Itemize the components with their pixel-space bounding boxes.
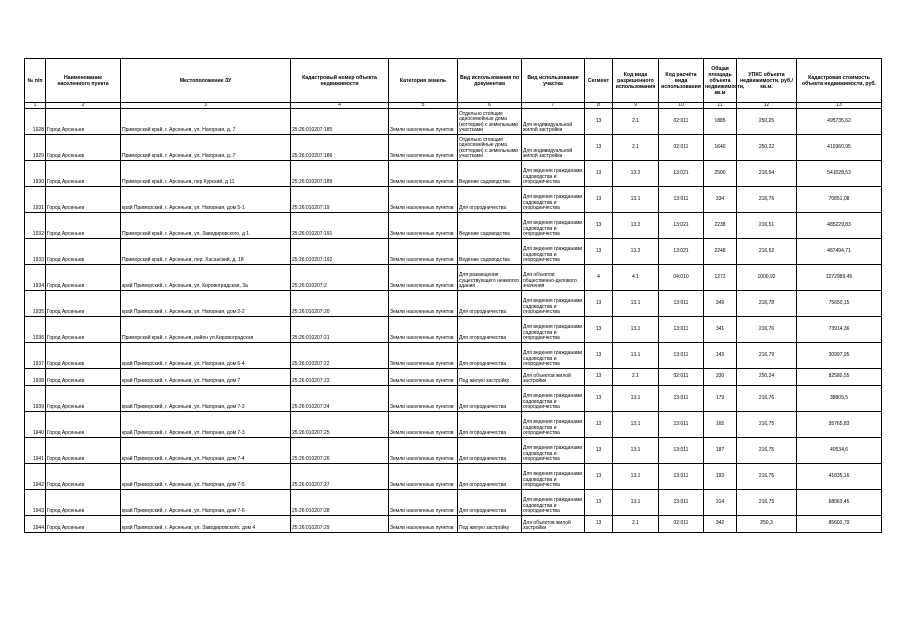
land-category: Земли населенных пунктов bbox=[389, 135, 458, 161]
table-row bbox=[25, 412, 882, 438]
cadastral-number: 25:26:010207:185 bbox=[291, 109, 389, 135]
column-number: 13 bbox=[797, 103, 882, 109]
land-category: Земли населенных пунктов bbox=[389, 438, 458, 464]
cadastral-cost: 85603,79 bbox=[797, 516, 882, 533]
land-category: Земли населенных пунктов bbox=[389, 369, 458, 386]
land-location: край Приморский, г. Арсеньев, ул. Заводировского, дом 4 bbox=[121, 516, 291, 533]
land-location: Приморский край, г. Арсеньев, ул. Нагорная, д. 7 bbox=[121, 109, 291, 135]
column-number: 1 bbox=[25, 103, 46, 109]
column-number: 12 bbox=[737, 103, 797, 109]
upks-value: 216,76 bbox=[737, 187, 797, 213]
plot-use: Для ведения гражданами садоводства и огородничества bbox=[522, 386, 585, 412]
plot-use: Для индивидуальной жилой застройки bbox=[522, 109, 585, 135]
permitted-use-code: 13.2 bbox=[613, 213, 659, 239]
use-by-documents: Для огородничества bbox=[458, 317, 522, 343]
total-area: 349 bbox=[704, 291, 737, 317]
land-category: Земли населенных пунктов bbox=[389, 516, 458, 533]
upks-value: 216,76 bbox=[737, 464, 797, 490]
cadastral-cost: 541028,53 bbox=[797, 161, 882, 187]
permitted-use-code: 13.1 bbox=[613, 187, 659, 213]
upks-value: 250,25 bbox=[737, 109, 797, 135]
total-area: 1885 bbox=[704, 109, 737, 135]
plot-use: Для ведения гражданами садоводства и огородничества bbox=[522, 438, 585, 464]
column-number: 9 bbox=[613, 103, 659, 109]
calculation-code: 13:011 bbox=[659, 438, 704, 464]
row-number: 1936 bbox=[25, 317, 46, 343]
segment: 13 bbox=[585, 369, 613, 386]
plot-use: Для ведения гражданами садоводства и огородничества bbox=[522, 291, 585, 317]
cadastral-cost: 1272989,45 bbox=[797, 265, 882, 291]
cadastral-number: 25:26:010207:21 bbox=[291, 317, 389, 343]
cadastral-cost: 30997,95 bbox=[797, 343, 882, 369]
table-row bbox=[25, 464, 882, 490]
segment: 13 bbox=[585, 135, 613, 161]
row-number: 1937 bbox=[25, 343, 46, 369]
permitted-use-code: 13.1 bbox=[613, 464, 659, 490]
permitted-use-code: 13.1 bbox=[613, 291, 659, 317]
upks-value: 216,51 bbox=[737, 213, 797, 239]
column-header: УПКС объекта недвижимости, руб./кв.м. bbox=[737, 59, 797, 103]
land-location: край Приморский, г. Арсеньев, ул. Нагорная, дом 7-6 bbox=[121, 490, 291, 516]
cadastral-cost: 410360,95 bbox=[797, 135, 882, 161]
upks-value: 1000,92 bbox=[737, 265, 797, 291]
calculation-code: 02:011 bbox=[659, 135, 704, 161]
cadastral-cost: 495735,62 bbox=[797, 109, 882, 135]
land-location: Приморский край, г. Арсеньев, ул. Нагорная, д. 7 bbox=[121, 135, 291, 161]
row-number: 1928 bbox=[25, 109, 46, 135]
segment: 13 bbox=[585, 412, 613, 438]
segment: 13 bbox=[585, 239, 613, 265]
total-area: 193 bbox=[704, 464, 737, 490]
table-row bbox=[25, 490, 882, 516]
land-category: Земли населенных пунктов bbox=[389, 239, 458, 265]
column-number: 6 bbox=[458, 103, 522, 109]
total-area: 143 bbox=[704, 343, 737, 369]
column-header: Код расчёта вида использования bbox=[659, 59, 704, 103]
segment: 13 bbox=[585, 386, 613, 412]
calculation-code: 13:011 bbox=[659, 412, 704, 438]
total-area: 2238 bbox=[704, 213, 737, 239]
use-by-documents: Ведение садоводства bbox=[458, 239, 522, 265]
total-area: 2500 bbox=[704, 161, 737, 187]
town-name: Город Арсеньев bbox=[46, 343, 121, 369]
row-number: 1939 bbox=[25, 386, 46, 412]
column-number: 4 bbox=[291, 103, 389, 109]
column-header: Кадастровая стоимость объекта недвижимости, руб. bbox=[797, 59, 882, 103]
land-category: Земли населенных пунктов bbox=[389, 412, 458, 438]
cadastral-cost: 38809,5 bbox=[797, 386, 882, 412]
plot-use: Для объектов жилой застройки bbox=[522, 369, 585, 386]
row-number: 1935 bbox=[25, 291, 46, 317]
total-area: 330 bbox=[704, 369, 737, 386]
land-category: Земли населенных пунктов bbox=[389, 187, 458, 213]
land-category: Земли населенных пунктов bbox=[389, 386, 458, 412]
town-name: Город Арсеньев bbox=[46, 438, 121, 464]
town-name: Город Арсеньев bbox=[46, 187, 121, 213]
calculation-code: 13:011 bbox=[659, 291, 704, 317]
use-by-documents: Под жилую застройку bbox=[458, 369, 522, 386]
upks-value: 216,76 bbox=[737, 317, 797, 343]
column-number: 5 bbox=[389, 103, 458, 109]
upks-value: 216,78 bbox=[737, 291, 797, 317]
table-row bbox=[25, 343, 882, 369]
cadastral-cost: 485229,83 bbox=[797, 213, 882, 239]
upks-value: 216,75 bbox=[737, 412, 797, 438]
total-area: 342 bbox=[704, 516, 737, 533]
upks-value: 216,76 bbox=[737, 386, 797, 412]
cadastral-number: 25:26:010207:28 bbox=[291, 490, 389, 516]
cadastral-number: 25:26:010207:186 bbox=[291, 135, 389, 161]
total-area: 179 bbox=[704, 386, 737, 412]
column-number: 10 bbox=[659, 103, 704, 109]
segment: 4 bbox=[585, 265, 613, 291]
calculation-code: 13:011 bbox=[659, 343, 704, 369]
segment: 13 bbox=[585, 438, 613, 464]
land-category: Земли населенных пунктов bbox=[389, 213, 458, 239]
cadastral-value-table bbox=[24, 58, 882, 533]
calculation-code: 13:021 bbox=[659, 161, 704, 187]
land-location: край Приморский, г. Арсеньев, ул. Нагорная, дом 2-2 bbox=[121, 291, 291, 317]
column-number: 7 bbox=[522, 103, 585, 109]
upks-value: 216,75 bbox=[737, 438, 797, 464]
table-row bbox=[25, 265, 882, 291]
use-by-documents: Для огородничества bbox=[458, 187, 522, 213]
cadastral-number: 25:26:010207:2 bbox=[291, 265, 389, 291]
cadastral-cost: 75650,15 bbox=[797, 291, 882, 317]
cadastral-number: 25:26:010207:27 bbox=[291, 464, 389, 490]
cadastral-number: 25:26:010207:29 bbox=[291, 516, 389, 533]
segment: 13 bbox=[585, 109, 613, 135]
use-by-documents: Отдельно стоящие односемейные дома (коттеджи) с земельными участками bbox=[458, 135, 522, 161]
permitted-use-code: 13.1 bbox=[613, 343, 659, 369]
land-category: Земли населенных пунктов bbox=[389, 464, 458, 490]
use-by-documents: Для огородничества bbox=[458, 343, 522, 369]
column-number: 2 bbox=[46, 103, 121, 109]
land-category: Земли населенных пунктов bbox=[389, 109, 458, 135]
row-number: 1938 bbox=[25, 369, 46, 386]
column-number: 8 bbox=[585, 103, 613, 109]
column-header: Код вида разрешенного использования bbox=[613, 59, 659, 103]
cadastral-cost: 487494,71 bbox=[797, 239, 882, 265]
column-header: Категория земель bbox=[389, 59, 458, 103]
plot-use: Для ведения гражданами садоводства и огородничества bbox=[522, 464, 585, 490]
town-name: Город Арсеньев bbox=[46, 412, 121, 438]
total-area: 334 bbox=[704, 187, 737, 213]
cadastral-number: 25:26:010207:20 bbox=[291, 291, 389, 317]
row-number: 1944 bbox=[25, 516, 46, 533]
column-header: Сегмент bbox=[585, 59, 613, 103]
calculation-code: 13:011 bbox=[659, 464, 704, 490]
calculation-code: 04:010 bbox=[659, 265, 704, 291]
calculation-code: 13:011 bbox=[659, 490, 704, 516]
column-header: Вид использования участка bbox=[522, 59, 585, 103]
total-area: 2248 bbox=[704, 239, 737, 265]
segment: 13 bbox=[585, 213, 613, 239]
use-by-documents: Ведение садоводства bbox=[458, 213, 522, 239]
table-row bbox=[25, 109, 882, 135]
table-row bbox=[25, 187, 882, 213]
cadastral-cost: 35765,83 bbox=[797, 412, 882, 438]
permitted-use-code: 13.1 bbox=[613, 317, 659, 343]
calculation-code: 13:011 bbox=[659, 386, 704, 412]
land-location: край Приморский, г. Арсеньев, ул. Нагорная, дом 5-1 bbox=[121, 187, 291, 213]
table-row bbox=[25, 135, 882, 161]
upks-value: 250,24 bbox=[737, 369, 797, 386]
total-area: 1640 bbox=[704, 135, 737, 161]
row-number: 1930 bbox=[25, 161, 46, 187]
use-by-documents: Под жилую застройку bbox=[458, 516, 522, 533]
row-number: 1941 bbox=[25, 438, 46, 464]
row-number: 1943 bbox=[25, 490, 46, 516]
cadastral-cost: 73914,36 bbox=[797, 317, 882, 343]
town-name: Город Арсеньев bbox=[46, 386, 121, 412]
row-number: 1933 bbox=[25, 239, 46, 265]
upks-value: 250,3 bbox=[737, 516, 797, 533]
land-location: Приморский край, г. Арсеньев, ул. Заводировского, д 1 bbox=[121, 213, 291, 239]
table-row bbox=[25, 317, 882, 343]
cadastral-number: 25:26:010207:192 bbox=[291, 239, 389, 265]
column-header: Вид использования по документам bbox=[458, 59, 522, 103]
cadastral-number: 25:26:010207:19 bbox=[291, 187, 389, 213]
plot-use: Для индивидуальной жилой застройки bbox=[522, 135, 585, 161]
calculation-code: 02:011 bbox=[659, 369, 704, 386]
town-name: Город Арсеньев bbox=[46, 213, 121, 239]
plot-use: Для объектов общественно-делового значения bbox=[522, 265, 585, 291]
land-location: край Приморский, г. Арсеньев, ул. Нагорная, дом 7-5 bbox=[121, 464, 291, 490]
cadastral-number: 25:26:010207:189 bbox=[291, 161, 389, 187]
land-location: край Приморский, г. Арсеньев, ул. Нагорная, дом 7-2 bbox=[121, 386, 291, 412]
use-by-documents: Для огородничества bbox=[458, 412, 522, 438]
town-name: Город Арсеньев bbox=[46, 109, 121, 135]
permitted-use-code: 13.1 bbox=[613, 490, 659, 516]
segment: 13 bbox=[585, 317, 613, 343]
calculation-code: 13:021 bbox=[659, 213, 704, 239]
plot-use: Для ведения гражданами садоводства и огородничества bbox=[522, 490, 585, 516]
cadastral-cost: 68063,45 bbox=[797, 490, 882, 516]
upks-value: 216,54 bbox=[737, 161, 797, 187]
total-area: 341 bbox=[704, 317, 737, 343]
land-category: Земли населенных пунктов bbox=[389, 265, 458, 291]
segment: 13 bbox=[585, 291, 613, 317]
upks-value: 216,62 bbox=[737, 239, 797, 265]
column-header: Кадастровый номер объекта недвижимости bbox=[291, 59, 389, 103]
town-name: Город Арсеньев bbox=[46, 516, 121, 533]
permitted-use-code: 13.2 bbox=[613, 161, 659, 187]
plot-use: Для объектов жилой застройки bbox=[522, 516, 585, 533]
cadastral-number: 25:26:010207:26 bbox=[291, 438, 389, 464]
cadastral-cost: 40534,6 bbox=[797, 438, 882, 464]
use-by-documents: Для огородничества bbox=[458, 490, 522, 516]
land-location: Приморский край, г. Арсеньев, пер. Хасанский, д. 18 bbox=[121, 239, 291, 265]
land-location: край Приморский, г. Арсеньев, ул. Нагорная, дом 7-4 bbox=[121, 438, 291, 464]
table-row bbox=[25, 161, 882, 187]
segment: 13 bbox=[585, 343, 613, 369]
row-number: 1942 bbox=[25, 464, 46, 490]
permitted-use-code: 13.2 bbox=[613, 239, 659, 265]
total-area: 187 bbox=[704, 438, 737, 464]
town-name: Город Арсеньев bbox=[46, 265, 121, 291]
calculation-code: 13:021 bbox=[659, 239, 704, 265]
town-name: Город Арсеньев bbox=[46, 317, 121, 343]
town-name: Город Арсеньев bbox=[46, 239, 121, 265]
row-number: 1932 bbox=[25, 213, 46, 239]
upks-value: 216,79 bbox=[737, 343, 797, 369]
land-location: Приморский край, г. Арсеньев, пер Курский, д 11 bbox=[121, 161, 291, 187]
calculation-code: 02:011 bbox=[659, 516, 704, 533]
permitted-use-code: 2.1 bbox=[613, 109, 659, 135]
permitted-use-code: 4.1 bbox=[613, 265, 659, 291]
use-by-documents: Отдельно стоящие односемейные дома (коттеджи) с земельными участками bbox=[458, 109, 522, 135]
total-area: 314 bbox=[704, 490, 737, 516]
total-area: 1272 bbox=[704, 265, 737, 291]
land-location: край Приморский, г. Арсеньев, ул. Кировоградская, 3а bbox=[121, 265, 291, 291]
town-name: Город Арсеньев bbox=[46, 369, 121, 386]
table-row bbox=[25, 386, 882, 412]
cadastral-number: 25:26:010207:22 bbox=[291, 343, 389, 369]
land-location: край Приморский, г. Арсеньев, ул. Нагорная, дом 7 bbox=[121, 369, 291, 386]
row-number: 1931 bbox=[25, 187, 46, 213]
plot-use: Для ведения гражданами садоводства и огородничества bbox=[522, 187, 585, 213]
land-location: Приморский край, г. Арсеньев, район ул.Кировоградская bbox=[121, 317, 291, 343]
calculation-code: 13:011 bbox=[659, 187, 704, 213]
land-location: край Приморский, г. Арсеньев, ул. Нагорная, дом 6-4 bbox=[121, 343, 291, 369]
upks-value: 216,75 bbox=[737, 490, 797, 516]
cadastral-cost: 41835,16 bbox=[797, 464, 882, 490]
plot-use: Для ведения гражданами садоводства и огородничества bbox=[522, 213, 585, 239]
plot-use: Для ведения гражданами садоводства и огородничества bbox=[522, 239, 585, 265]
calculation-code: 13:011 bbox=[659, 317, 704, 343]
use-by-documents: Для огородничества bbox=[458, 464, 522, 490]
use-by-documents: Для размещения существующего нежилого здания bbox=[458, 265, 522, 291]
upks-value: 250,22 bbox=[737, 135, 797, 161]
header-row bbox=[25, 59, 882, 103]
plot-use: Для ведения гражданами садоводства и огородничества bbox=[522, 343, 585, 369]
town-name: Город Арсеньев bbox=[46, 464, 121, 490]
permitted-use-code: 2.1 bbox=[613, 135, 659, 161]
use-by-documents: Для огородничества bbox=[458, 438, 522, 464]
table-body bbox=[25, 109, 882, 533]
plot-use: Для ведения гражданами садоводства и огородничества bbox=[522, 412, 585, 438]
row-number: 1934 bbox=[25, 265, 46, 291]
use-by-documents: Для огородничества bbox=[458, 386, 522, 412]
land-category: Земли населенных пунктов bbox=[389, 343, 458, 369]
town-name: Город Арсеньев bbox=[46, 490, 121, 516]
segment: 13 bbox=[585, 187, 613, 213]
permitted-use-code: 13.1 bbox=[613, 412, 659, 438]
table-row bbox=[25, 213, 882, 239]
row-number: 1929 bbox=[25, 135, 46, 161]
town-name: Город Арсеньев bbox=[46, 291, 121, 317]
cadastral-number: 25:26:010207:25 bbox=[291, 412, 389, 438]
register-sheet bbox=[24, 58, 882, 533]
table-row bbox=[25, 291, 882, 317]
cadastral-cost: 82580,55 bbox=[797, 369, 882, 386]
land-category: Земли населенных пунктов bbox=[389, 317, 458, 343]
land-location: край Приморский, г. Арсеньев, ул. Нагорная, дом 7-3 bbox=[121, 412, 291, 438]
plot-use: Для ведения гражданами садоводства и огородничества bbox=[522, 161, 585, 187]
table-row bbox=[25, 516, 882, 533]
column-header: Наименование населенного пункта bbox=[46, 59, 121, 103]
column-header: № п/п bbox=[25, 59, 46, 103]
use-by-documents: Ведение садоводства bbox=[458, 161, 522, 187]
segment: 13 bbox=[585, 516, 613, 533]
permitted-use-code: 13.1 bbox=[613, 438, 659, 464]
table-row bbox=[25, 239, 882, 265]
column-header: Общая площадь объекта недвижимости, кв.м bbox=[704, 59, 737, 103]
town-name: Город Арсеньев bbox=[46, 161, 121, 187]
permitted-use-code: 2.1 bbox=[613, 369, 659, 386]
cadastral-number: 25:26:010207:23 bbox=[291, 369, 389, 386]
permitted-use-code: 13.1 bbox=[613, 386, 659, 412]
segment: 13 bbox=[585, 464, 613, 490]
plot-use: Для ведения гражданами садоводства и огородничества bbox=[522, 317, 585, 343]
land-category: Земли населенных пунктов bbox=[389, 161, 458, 187]
table-row bbox=[25, 369, 882, 386]
calculation-code: 02:011 bbox=[659, 109, 704, 135]
use-by-documents: Для огородничества bbox=[458, 291, 522, 317]
column-header: Местоположение ЗУ bbox=[121, 59, 291, 103]
segment: 13 bbox=[585, 161, 613, 187]
cadastral-number: 25:26:010207:191 bbox=[291, 213, 389, 239]
town-name: Город Арсеньев bbox=[46, 135, 121, 161]
land-category: Земли населенных пунктов bbox=[389, 291, 458, 317]
cadastral-number: 25:26:010207:24 bbox=[291, 386, 389, 412]
land-category: Земли населенных пунктов bbox=[389, 490, 458, 516]
segment: 13 bbox=[585, 490, 613, 516]
column-number: 11 bbox=[704, 103, 737, 109]
cadastral-cost: 70851,08 bbox=[797, 187, 882, 213]
total-area: 165 bbox=[704, 412, 737, 438]
row-number: 1940 bbox=[25, 412, 46, 438]
column-number: 3 bbox=[121, 103, 291, 109]
permitted-use-code: 2.1 bbox=[613, 516, 659, 533]
table-row bbox=[25, 438, 882, 464]
